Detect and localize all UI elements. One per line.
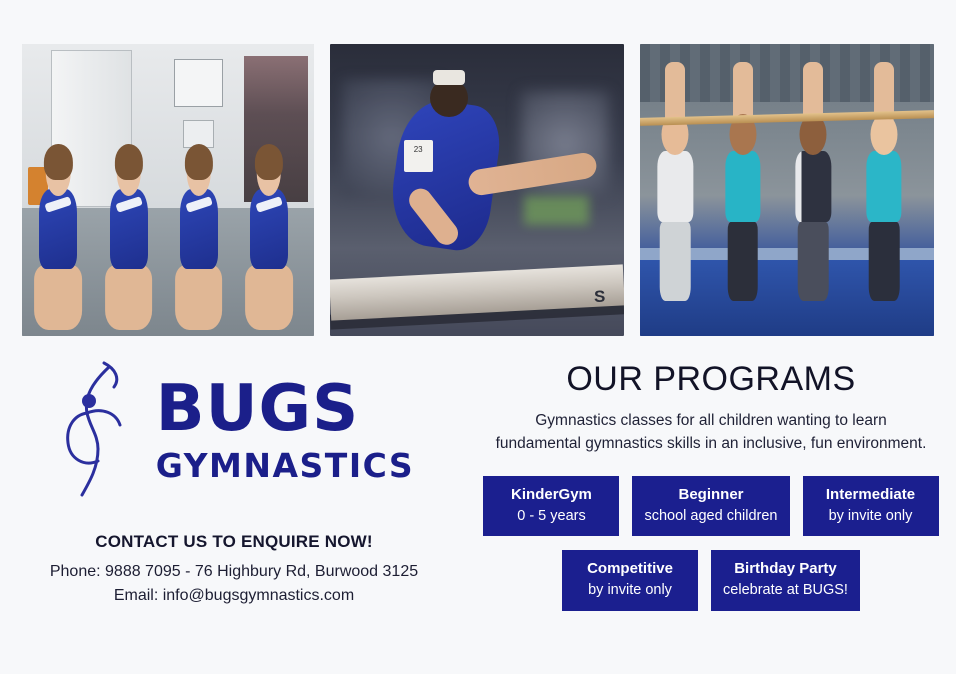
contact-heading: CONTACT US TO ENQUIRE NOW!	[95, 532, 373, 551]
programs-subtitle	[466, 409, 956, 456]
child-figure	[784, 114, 843, 301]
program-chip-subtitle: celebrate at BUGS!	[723, 582, 848, 599]
photo-strip	[22, 44, 934, 336]
logo	[0, 352, 468, 512]
logo-gymnastics-text: GYMNASTICS	[155, 445, 415, 485]
child-figure	[855, 114, 914, 301]
gymnast-figure	[238, 149, 299, 330]
child-figure	[646, 114, 705, 301]
program-chip-subtitle: by invite only	[588, 582, 672, 599]
photo-group-of-girls-in-leotards	[22, 44, 314, 336]
program-chip-birthday-party[interactable]	[711, 550, 860, 611]
program-chip-title: Competitive	[587, 560, 673, 578]
wall-sign	[174, 59, 223, 108]
photo-children-hanging-on-bar	[640, 44, 934, 336]
contact-email: Email: info@bugsgymnastics.com	[113, 587, 355, 604]
program-chip-title: KinderGym	[511, 485, 592, 503]
program-chip-title: Birthday Party	[734, 560, 837, 578]
background-blur-green	[524, 196, 589, 225]
logo-wordmark	[155, 372, 415, 485]
logo-bugs-text: BUGS	[155, 372, 360, 447]
contact-phone-address: Phone: 9888 7095 - 76 Highbury Rd, Burwood 3125	[49, 563, 419, 580]
gymnast-figure	[28, 149, 89, 330]
programs-section	[466, 352, 956, 611]
brand-contact-block	[0, 352, 468, 605]
program-chip-row-1	[466, 476, 956, 537]
child-figure	[714, 114, 773, 301]
gymnast-figure	[98, 149, 159, 330]
program-chip-row-2	[466, 550, 956, 611]
competitor-bib: 23	[404, 140, 433, 172]
program-chip-subtitle: by invite only	[828, 507, 913, 524]
gymnast-logo-icon	[54, 357, 150, 507]
programs-subtitle-line1: Gymnastics classes for all children wanting to learn	[535, 412, 887, 429]
gymnast-figure	[168, 149, 229, 330]
photo-gymnast-on-balance-beam	[330, 44, 624, 336]
beam-brand-text: S	[594, 286, 607, 306]
program-chip-kindergym[interactable]	[483, 476, 619, 537]
programs-title: OUR PROGRAMS	[566, 360, 856, 398]
program-chip-beginner[interactable]	[632, 476, 789, 537]
program-chip-title: Intermediate	[825, 485, 916, 503]
program-chip-intermediate[interactable]	[803, 476, 939, 537]
program-chip-title: Beginner	[678, 485, 744, 503]
program-chip-competitive[interactable]	[562, 550, 698, 611]
program-chip-subtitle: 0 - 5 years	[517, 507, 586, 524]
programs-subtitle-line2: fundamental gymnastics skills in an inclusive, fun environment.	[495, 435, 927, 453]
hair-scrunchie	[433, 70, 465, 85]
program-chip-subtitle: school aged children	[644, 507, 778, 524]
